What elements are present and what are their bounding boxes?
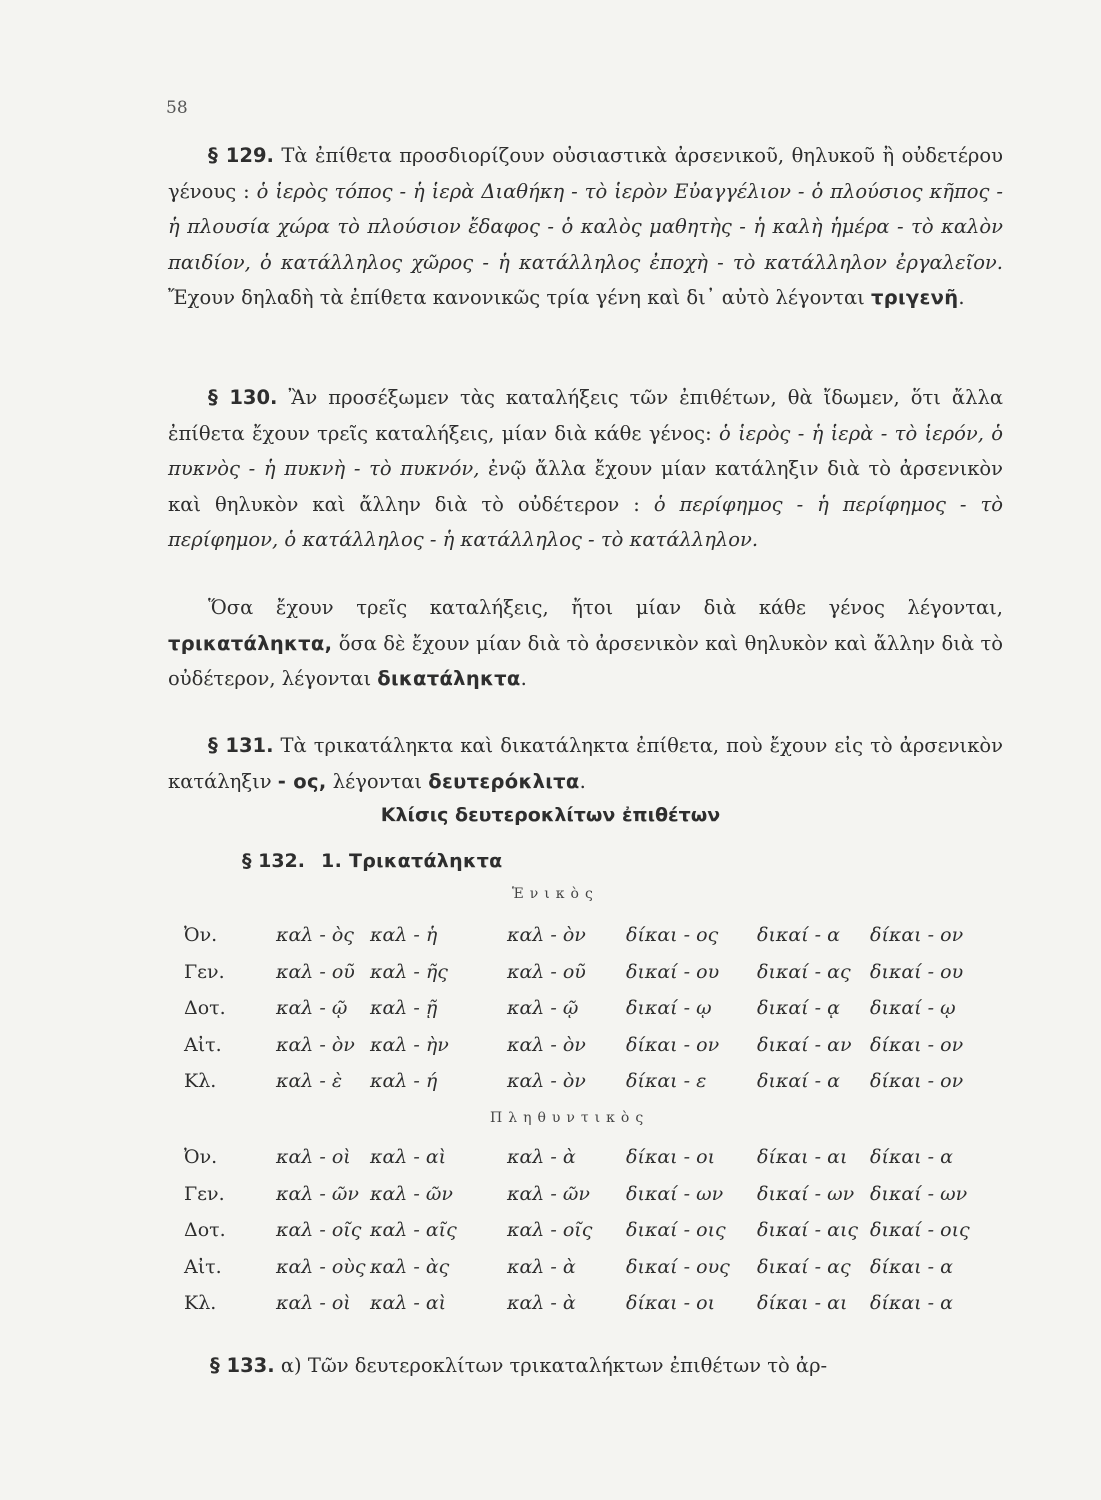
ending: - ος, xyxy=(277,769,327,793)
declension-form: καλ - ὴν xyxy=(370,1033,449,1056)
bold-term: δευτερόκλιτα xyxy=(428,769,580,793)
declension-form: καλ - ὰ xyxy=(507,1292,576,1314)
declension-form: καλ - οῦ xyxy=(276,960,355,983)
declension-form: καλ - ῷ xyxy=(507,997,579,1019)
example-text: ὁ ἱερὸς τόπος - ἡ ἱερὰ Διαθήκη - τὸ ἱερὸν Εὐαγγέλιον - ὁ πλούσιος κῆπος - ἡ πλουσία χώρα τὸ πλούσιον ἔδαφος - ὁ καλὸς μαθητὴς - ἡ καλὴ ἡμέρα - τὸ καλὸν παιδίον, ὁ κατάλληλος χῶρος - ἡ κατάλληλος ἐποχὴ - τὸ κατάλληλον ἐργαλεῖον. xyxy=(168,179,1003,274)
case-label: Δοτ. xyxy=(184,1219,226,1241)
declension-form: καλ - αῖς xyxy=(370,1219,457,1241)
declension-form: δικαί - ων xyxy=(626,1182,724,1205)
section-130-paragraph-2: Ὅσα ἔχουν τρεῖς καταλήξεις, ἤτοι μίαν διὰ κάθε γένος λέγονται, τρικατάληκτα, ὅσα δὲ ἔχουν μίαν διὰ τὸ ἀρσενικὸν καὶ θηλυκὸν καὶ ἄλλην διὰ τὸ οὐδέτερον, λέγονται δικατάληκτα. xyxy=(168,596,1003,690)
declension-form: καλ - ὲ xyxy=(276,1070,343,1092)
declension-form: δίκαι - ον xyxy=(870,1033,964,1056)
section-129: § 129. Τὰ ἐπίθετα προσδιορίζουν οὐσιαστικὰ ἀρσενικοῦ, θηλυκοῦ ἢ οὐδετέρου γένους : ὁ ἱερὸς τόπος - ἡ ἱερὰ Διαθήκη - τὸ ἱερὸν Εὐαγγέλιον - ὁ πλούσιος κῆπος - ἡ πλουσία χώρα τὸ πλούσιον ἔδαφος - ὁ καλὸς μαθητὴς - ἡ καλὴ ἡμέρα - τὸ καλὸν παιδίον, ὁ κατάλληλος χῶρος - ἡ κατάλληλος ἐποχὴ - τὸ κατάλληλον ἐργαλεῖον. Ἔχουν δηλαδὴ τὰ ἐπίθετα κανονικῶς τρία γένη καὶ δι᾽ αὐτὸ λέγονται τριγενῆ. xyxy=(168,144,1003,309)
declension-form: δικαί - ους xyxy=(626,1255,730,1278)
declension-form: καλ - ὸν xyxy=(507,1033,586,1056)
declension-form: δικαί - ας xyxy=(757,960,851,983)
case-label: Κλ. xyxy=(184,1292,217,1314)
declension-form: δίκαι - αι xyxy=(757,1292,848,1314)
declension-form: δικαί - οις xyxy=(870,1219,970,1241)
declension-form: καλ - ὰς xyxy=(370,1255,450,1278)
declension-form: καλ - ἡ xyxy=(370,924,438,946)
declension-form: καλ - ῶν xyxy=(507,1182,590,1205)
case-label: Γεν. xyxy=(184,960,225,983)
declension-form: δίκαι - α xyxy=(870,1292,953,1314)
declension-form: καλ - οῖς xyxy=(276,1219,362,1241)
declension-form: καλ - ῇ xyxy=(370,997,438,1019)
declension-form: δίκαι - ον xyxy=(626,1033,720,1056)
subsection-title: 1. Τρικατάληκτα xyxy=(321,850,503,872)
declension-form: δίκαι - οι xyxy=(626,1292,716,1314)
declension-form: καλ - ὸν xyxy=(507,924,586,946)
singular-label: Ἑνικὸς xyxy=(512,886,599,902)
declension-form: δίκαι - ε xyxy=(626,1070,707,1092)
section-number: § 129. xyxy=(208,144,274,167)
case-label: Ὀν. xyxy=(184,1146,218,1168)
declension-form: δικαί - αν xyxy=(757,1033,852,1056)
example-text: ὁ ἱερὸς - ἡ ἱερὰ - τὸ ἱερόν, ὁ πυκνὸς - ἡ πυκνὴ - τὸ πυκνόν, xyxy=(168,421,1003,480)
declension-form: δικαί - α xyxy=(757,924,840,946)
declension-form: καλ - οὶ xyxy=(276,1292,351,1314)
declension-heading: Κλίσις δευτεροκλίτων ἐπιθέτων xyxy=(380,804,721,826)
declension-form: δίκαι - α xyxy=(870,1146,953,1168)
declension-form: δικαί - α xyxy=(757,1070,840,1092)
paragraph-text: Ἂν προσέξωμεν τὰς καταλήξεις τῶν ἐπιθέτων, θὰ ἴδωμεν, ὅτι ἄλλα ἐπίθετα ἔχουν τρεῖς καταλήξεις, μίαν διὰ κάθε γένος: xyxy=(168,386,1003,445)
declension-form: δίκαι - ος xyxy=(626,924,719,946)
paragraph-text: λέγονται xyxy=(326,769,429,793)
declension-form: δικαί - αις xyxy=(757,1219,859,1241)
paragraph-text: Ὅσα ἔχουν τρεῖς καταλήξεις, ἤτοι μίαν διὰ κάθε γένος λέγονται, xyxy=(208,596,1003,619)
declension-form: δικαί - ου xyxy=(870,960,964,983)
paragraph-text: Τὰ τρικατάληκτα καὶ δικατάληκτα ἐπίθετα, ποὺ ἔχουν εἰς τὸ ἀρσενικὸν κατάληξιν xyxy=(168,734,1003,793)
declension-form: καλ - ή xyxy=(370,1070,438,1092)
section-number: § 131. xyxy=(208,734,274,757)
declension-form: δικαί - ας xyxy=(757,1255,851,1278)
declension-form: καλ - αὶ xyxy=(370,1146,447,1168)
declension-form: καλ - ῶν xyxy=(276,1182,359,1205)
case-label: Κλ. xyxy=(184,1070,217,1092)
declension-form: καλ - οῦ xyxy=(507,960,586,983)
section-131: § 131. Τὰ τρικατάληκτα καὶ δικατάληκτα ἐπίθετα, ποὺ ἔχουν εἰς τὸ ἀρσενικὸν κατάληξιν - ος, λέγονται δευτερόκλιτα. xyxy=(168,734,1003,793)
declension-form: δικαί - ῳ xyxy=(626,997,712,1019)
section-130 xyxy=(168,380,1003,558)
bold-term: τρικατάληκτα, xyxy=(168,631,333,655)
section-number: § 133. xyxy=(210,1354,275,1377)
declension-form: δικαί - ῳ xyxy=(870,997,956,1019)
paragraph-text: Τὰ ἐπίθετα προσδιορίζουν οὐσιαστικὰ ἀρσενικοῦ, θηλυκοῦ ἢ οὐδετέρου γένους : xyxy=(168,144,1003,203)
declension-form: καλ - ὸν xyxy=(276,1033,355,1056)
case-label: Γεν. xyxy=(184,1182,225,1205)
declension-form: καλ - ῶν xyxy=(370,1182,453,1205)
declension-form: καλ - ῷ xyxy=(276,997,348,1019)
bold-term: τριγενῆ xyxy=(870,286,959,309)
declension-form: δίκαι - οι xyxy=(626,1146,716,1168)
declension-form: καλ - ὰ xyxy=(507,1146,576,1168)
case-label: Αἰτ. xyxy=(184,1033,222,1056)
declension-form: δικαί - ων xyxy=(870,1182,968,1205)
declension-form: καλ - ῆς xyxy=(370,960,448,983)
declension-form: καλ - ὸν xyxy=(507,1070,586,1092)
declension-form: καλ - οὶ xyxy=(276,1146,351,1168)
case-label: Δοτ. xyxy=(184,997,226,1019)
paragraph-text: α) Τῶν δευτεροκλίτων τρικαταλήκτων ἐπιθέτων τὸ ἀρ- xyxy=(274,1354,828,1377)
paragraph-text: Ἔχουν δηλαδὴ τὰ ἐπίθετα κανονικῶς τρία γένη καὶ δι᾽ αὐτὸ λέγονται xyxy=(168,286,871,309)
case-label: Αἰτ. xyxy=(184,1255,222,1278)
example-text: ὁ περίφημος - ἡ περίφημος - τὸ περίφημον, ὁ κατάλληλος - ἡ κατάλληλος - τὸ κατάλληλον. xyxy=(168,492,1004,551)
declension-form: καλ - οὺς xyxy=(276,1255,366,1278)
declension-form: καλ - ὸς xyxy=(276,924,354,946)
declension-form: δικαί - ου xyxy=(626,960,720,983)
paragraph-text: ὅσα δὲ ἔχουν μίαν διὰ τὸ ἀρσενικὸν καὶ θηλυκὸν καὶ ἄλλην διὰ τὸ οὐδέτερον, λέγονται xyxy=(168,631,1003,690)
declension-form: δίκαι - αι xyxy=(757,1146,848,1168)
declension-form: καλ - ὰ xyxy=(507,1255,576,1278)
bold-term: δικατάληκτα xyxy=(377,667,521,690)
declension-form: δίκαι - α xyxy=(870,1255,953,1278)
paragraph-text: ἐνῷ ἄλλα ἔχουν μίαν κατάληξιν διὰ τὸ ἀρσενικὸν καὶ θηλυκὸν καὶ ἄλλην διὰ τὸ οὐδέτερον : xyxy=(168,457,1004,516)
section-number: § 132. xyxy=(242,850,305,872)
declension-form: καλ - αὶ xyxy=(370,1292,447,1314)
declension-form: δικαί - ᾳ xyxy=(757,997,840,1019)
case-label: Ὀν. xyxy=(184,924,218,946)
declension-form: καλ - οῖς xyxy=(507,1219,593,1241)
section-133 xyxy=(210,1348,1010,1384)
declension-form: δικαί - οις xyxy=(626,1219,726,1241)
declension-form: δίκαι - ον xyxy=(870,924,964,946)
plural-label: Πληθυντικὸς xyxy=(490,1110,650,1126)
section-number: § 130. xyxy=(208,386,278,409)
declension-form: δικαί - ων xyxy=(757,1182,855,1205)
section-132-title xyxy=(242,850,503,872)
page-number: 58 xyxy=(166,98,188,118)
declension-form: δίκαι - ον xyxy=(870,1070,964,1092)
